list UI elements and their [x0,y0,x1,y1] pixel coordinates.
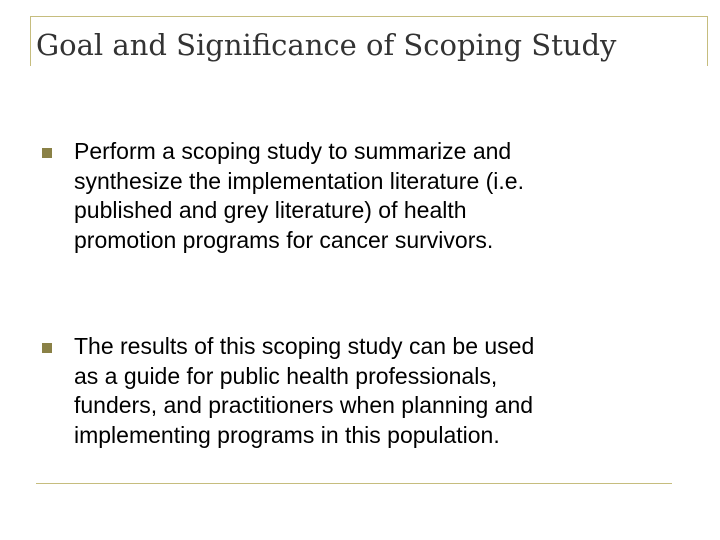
title-top-rule [30,16,708,17]
slide-title: Goal and Significance of Scoping Study [36,28,617,62]
bullet-text-1 [74,137,694,255]
square-bullet-icon [42,148,52,158]
bullet-1-line-2: synthesize the implementation literature (i.e. [74,167,524,194]
title-right-rule [707,16,708,66]
title-left-rule [30,16,31,66]
bullet-2-line-1: The results of this scoping study can be used [74,333,535,359]
bottom-rule [36,483,672,484]
bullet-2-line-4: implementing programs in this population. [74,421,500,448]
bullet-1-line-1: Perform a scoping study to summarize and [74,138,512,164]
bullet-text-2 [74,332,694,450]
bullet-2-line-3: funders, and practitioners when planning and [74,392,534,418]
bullet-1-line-4: promotion programs for cancer survivors. [74,226,494,253]
square-bullet-icon [42,343,52,353]
bullet-1-line-3: published and grey literature) of health [74,197,467,223]
bullet-2-line-2: as a guide for public health professionals, [74,362,498,389]
